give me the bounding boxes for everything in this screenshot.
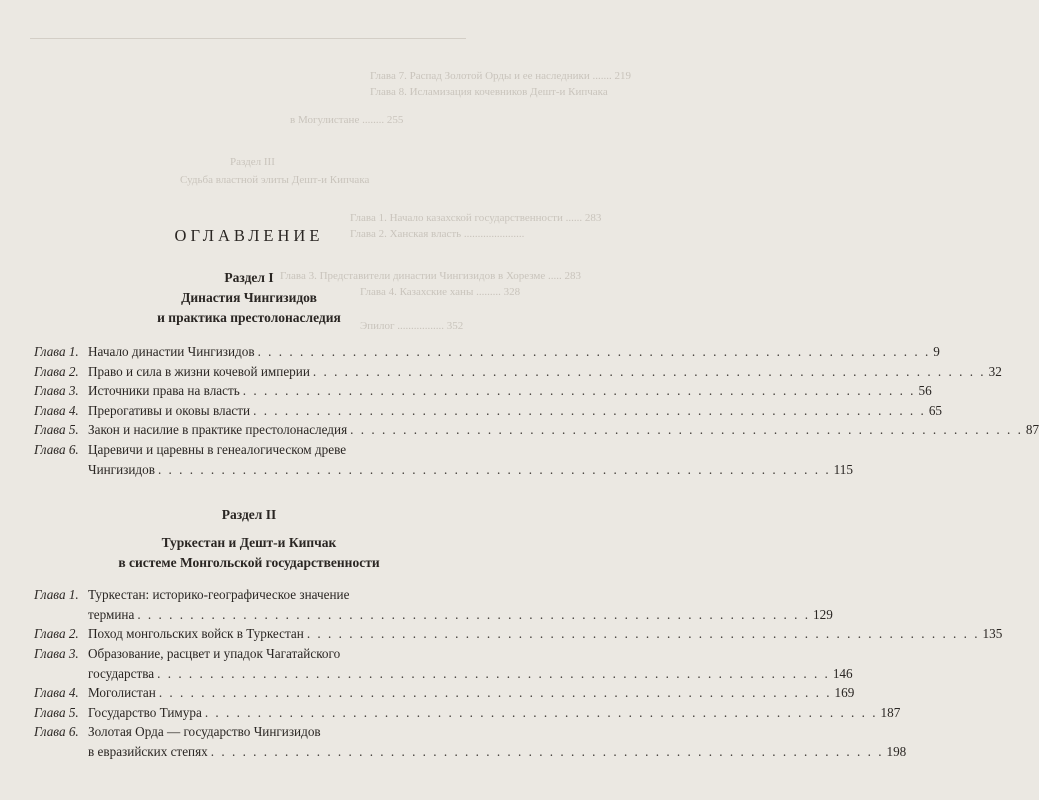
- dot-leader: [313, 362, 986, 382]
- chapter-title-continued: государства: [88, 665, 155, 681]
- chapter-title: Царевичи и царевны в генеалогическом древе: [88, 441, 347, 457]
- toc-entry[interactable]: [34, 342, 940, 362]
- chapter-label: Глава 2.: [34, 363, 79, 379]
- dot-leader: [243, 381, 916, 401]
- toc-title: ОГЛАВЛЕНИЕ: [174, 226, 324, 245]
- chapter-title: Прерогативы и оковы власти: [88, 402, 251, 418]
- chapter-label: Глава 4.: [34, 402, 79, 418]
- dot-leader: [157, 664, 830, 684]
- toc-entry[interactable]: [34, 722, 907, 761]
- chapter-label: Глава 6.: [34, 441, 79, 457]
- dot-leader: [258, 342, 931, 362]
- toc-entry[interactable]: [34, 644, 853, 683]
- toc-entry[interactable]: [34, 585, 833, 624]
- page-number: 32: [988, 363, 1002, 379]
- page-number: 87: [1025, 422, 1039, 438]
- section-2-chapter-list: [34, 585, 1003, 761]
- dot-leader: [253, 401, 926, 421]
- toc-entry[interactable]: [34, 362, 1002, 382]
- chapter-title: Золотая Орда — государство Чингизидов: [88, 724, 321, 740]
- chapter-title-continued: в евразийских степях: [88, 743, 208, 759]
- chapter-title: Источники права на власть: [88, 383, 240, 399]
- chapter-label: Глава 2.: [34, 626, 79, 642]
- dot-leader: [137, 605, 810, 625]
- page-number: 9: [933, 344, 940, 359]
- dot-leader: [159, 683, 832, 703]
- chapter-title: Государство Тимура: [88, 704, 202, 720]
- chapter-title: Образование, расцвет и упадок Чагатайского: [88, 645, 341, 661]
- chapter-label: Глава 3.: [34, 645, 79, 661]
- dot-leader: [158, 460, 831, 480]
- dot-leader: [205, 703, 878, 723]
- section-title-line: Туркестан и Дешт-и Кипчак: [161, 535, 337, 551]
- section-label: Раздел II: [221, 507, 277, 523]
- toc-entry[interactable]: [34, 381, 932, 401]
- dot-leader: [307, 624, 980, 644]
- section-2-heading: [34, 505, 464, 573]
- page-number: 115: [833, 461, 853, 477]
- chapter-label: Глава 6.: [34, 724, 79, 740]
- table-of-contents: [34, 226, 1039, 762]
- toc-entry[interactable]: [34, 420, 1039, 440]
- toc-entry[interactable]: [34, 440, 853, 479]
- page-number: 198: [886, 743, 907, 759]
- chapter-label: Глава 1.: [34, 344, 79, 359]
- chapter-title: Поход монгольских войск в Туркестан: [88, 626, 304, 642]
- page-number: 146: [832, 665, 853, 681]
- chapter-title-continued: Чингизидов: [88, 461, 155, 477]
- section-title-line: и практика престолонаследия: [157, 310, 341, 325]
- section-title-line: в системе Монгольской государственности: [118, 555, 380, 571]
- chapter-label: Глава 5.: [34, 704, 79, 720]
- dot-leader: [211, 742, 884, 762]
- page-number: 135: [982, 626, 1003, 642]
- section-1-chapter-list: [34, 342, 1039, 479]
- chapter-title: Туркестан: историко-географическое значение: [88, 587, 350, 603]
- section-title-line: Династия Чингизидов: [181, 290, 317, 305]
- page-number: 129: [813, 606, 833, 622]
- chapter-title-continued: термина: [88, 606, 135, 622]
- page-number: 65: [928, 402, 942, 418]
- chapter-label: Глава 5.: [34, 422, 79, 438]
- toc-entry[interactable]: [34, 401, 942, 421]
- chapter-title: Закон и насилие в практике престолонаследия: [88, 422, 348, 438]
- chapter-label: Глава 4.: [34, 685, 79, 701]
- toc-entry[interactable]: [34, 683, 855, 703]
- page-number: 169: [834, 685, 855, 701]
- chapter-label: Глава 1.: [34, 587, 79, 603]
- chapter-label: Глава 3.: [34, 383, 79, 399]
- page-number: 187: [880, 704, 901, 720]
- bleed-through-text: Глава 7. Распад Золотой Орды и ее наследники ....... 219 Глава 8. Исламизация кочевников Дешт-и Кипчака в Могулистане ........ 255 Раздел III Судьба властной элиты Дешт-и Кипчака Глава 1. Начало казахской государственности ...... 283 Глава 2. Ханская власть ...................... Глава 3. Представители династии Чингизидов в Хорезме ..... 283 Глава 4. Казахские ханы ......... 328 Эпилог ................. 352: [0, 0, 496, 800]
- toc-entry[interactable]: [34, 624, 1003, 644]
- page-number: 56: [918, 383, 932, 399]
- chapter-title: Моголистан: [88, 685, 156, 701]
- chapter-title: Начало династии Чингизидов: [88, 344, 255, 359]
- dot-leader: [350, 420, 1023, 440]
- toc-entry[interactable]: [34, 703, 901, 723]
- section-1-heading: [34, 268, 464, 328]
- chapter-title: Право и сила в жизни кочевой империи: [88, 363, 310, 379]
- section-label: Раздел I: [224, 270, 274, 285]
